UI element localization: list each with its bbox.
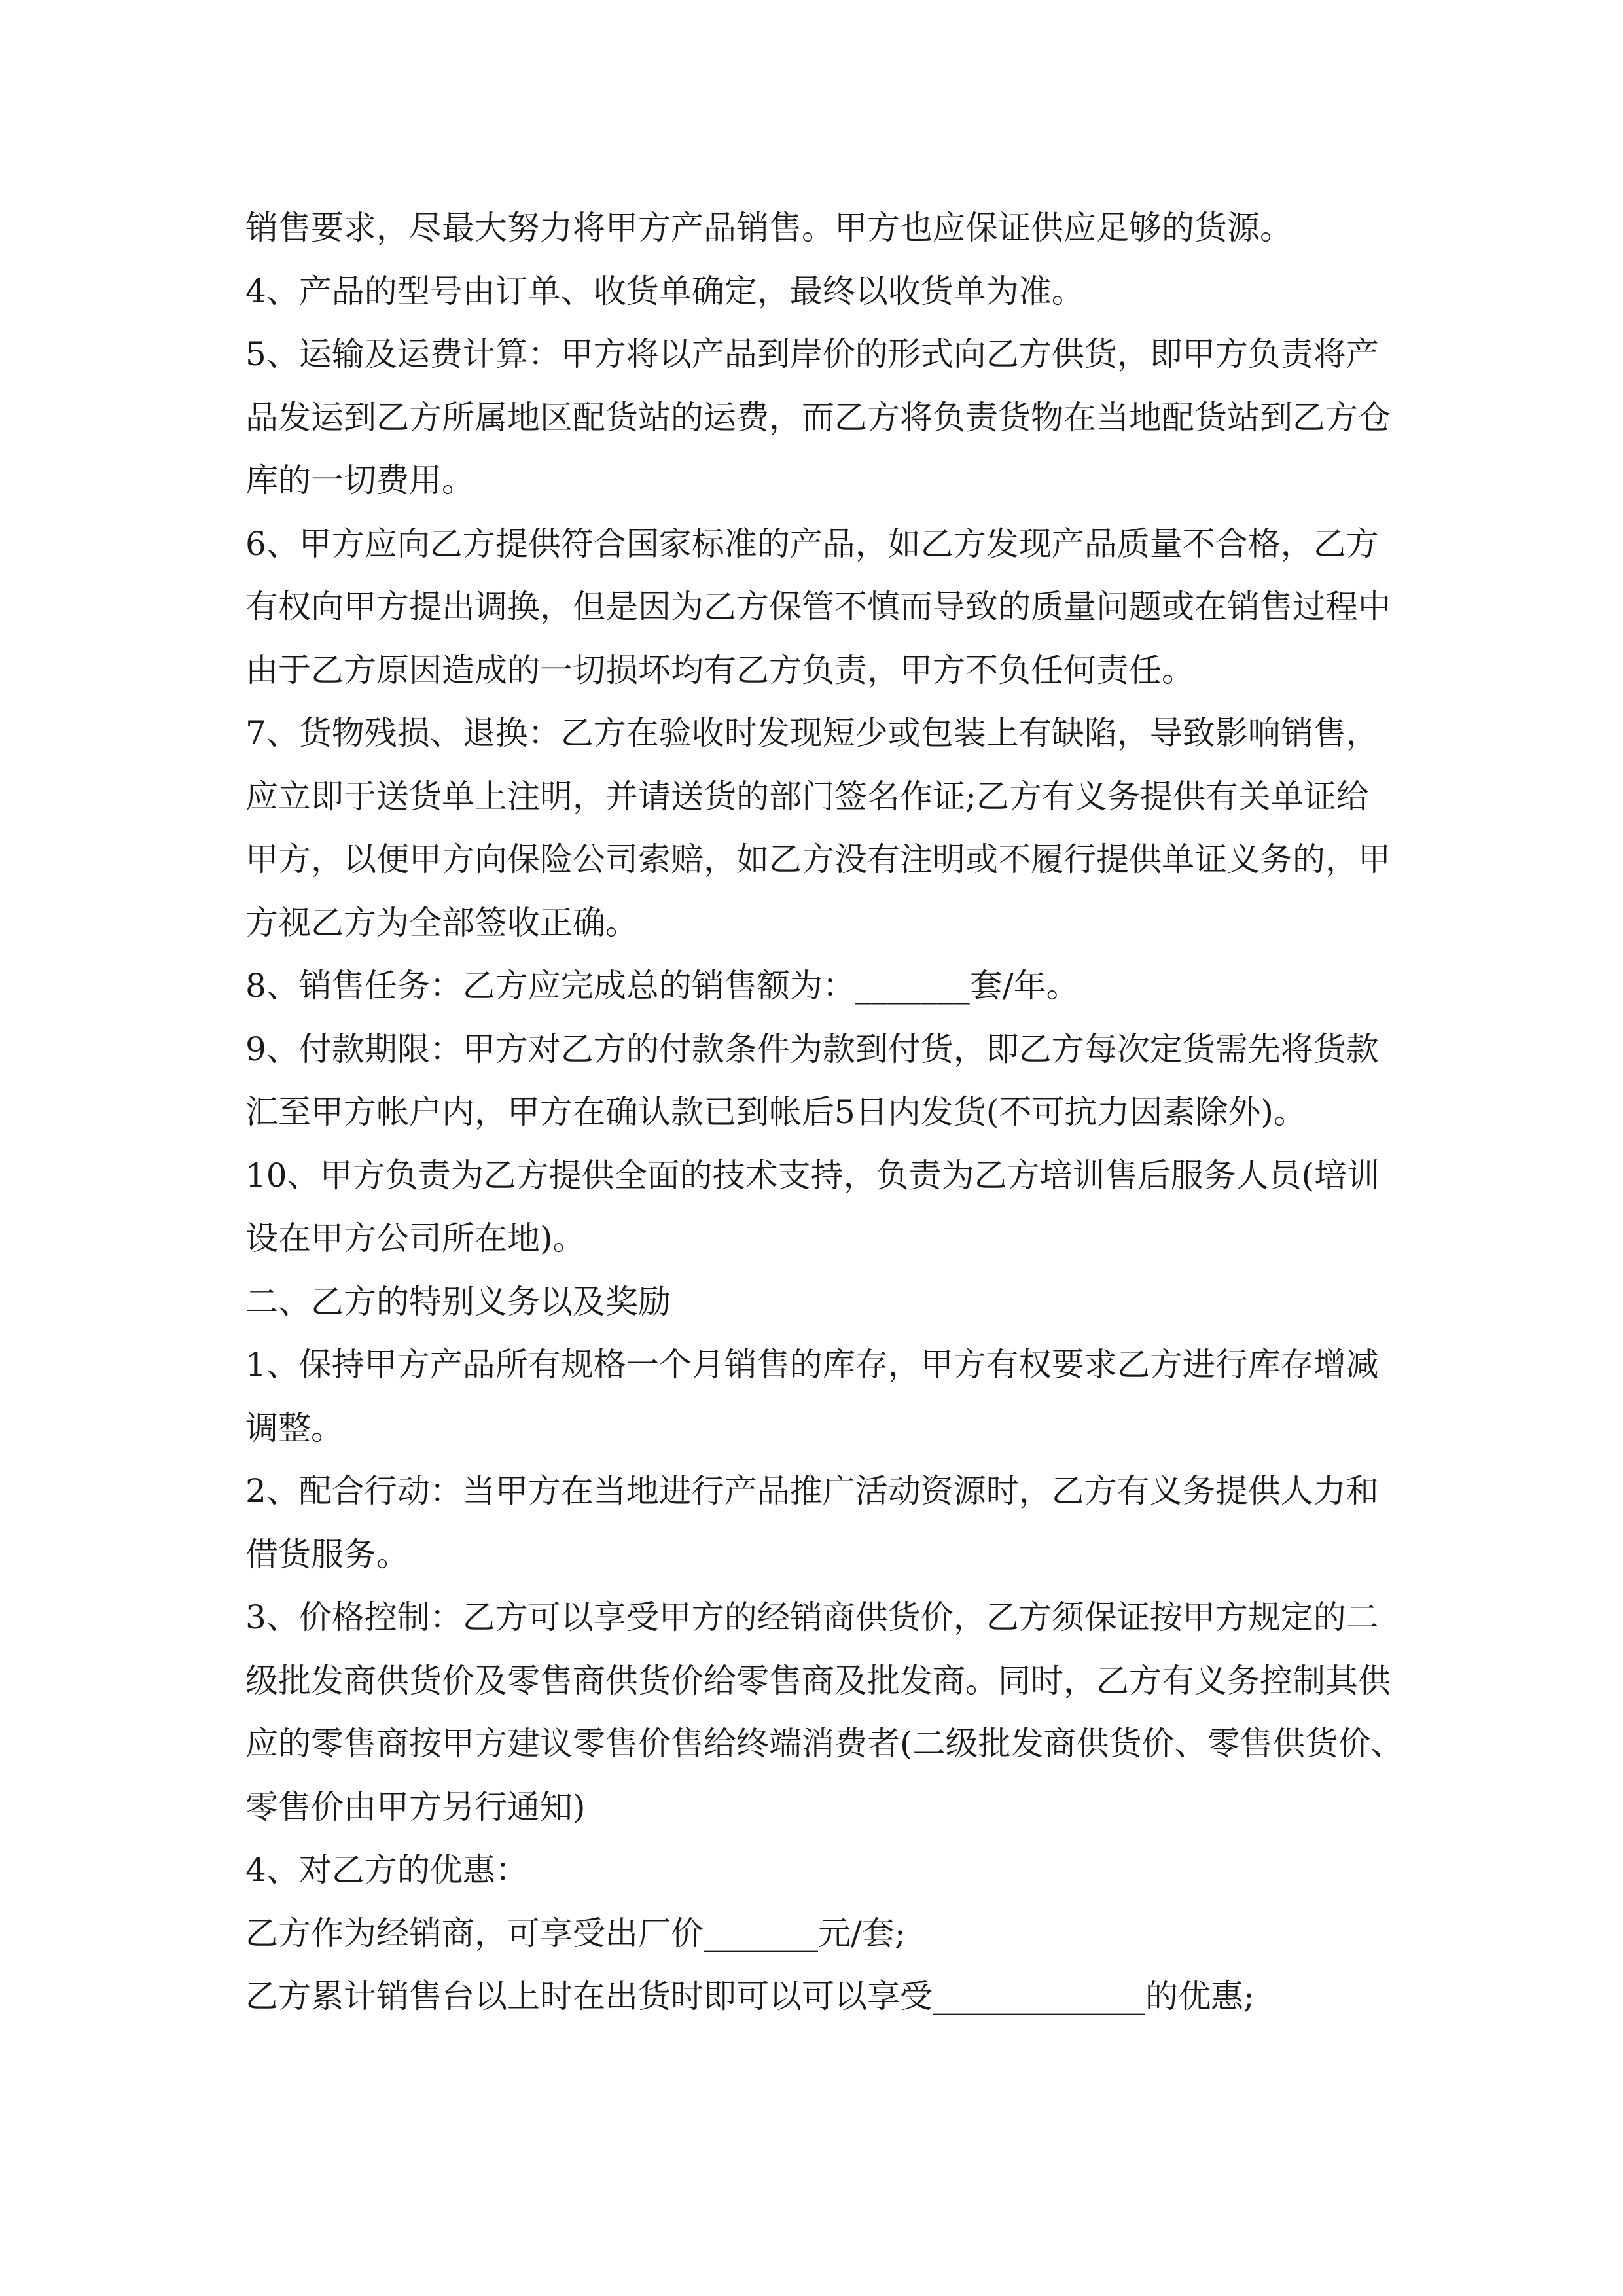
text-line: 调整。	[245, 1408, 344, 1447]
text-line: 10、甲方负责为乙方提供全面的技术支持，负责为乙方培训售后服务人员(培训	[245, 1156, 1380, 1194]
text-line: 甲方，以便甲方向保险公司索赔，如乙方没有注明或不履行提供单证义务的，甲	[245, 840, 1391, 878]
text-line: 7、货物残损、退换：乙方在验收时发现短少或包装上有缺陷，导致影响销售，	[245, 714, 1379, 752]
text-line: 1、保持甲方产品所有规格一个月销售的库存，甲方有权要求乙方进行库存增减	[245, 1346, 1379, 1384]
text-line: 5、运输及运费计算：甲方将以产品到岸价的形式向乙方供货，即甲方负责将产	[245, 335, 1379, 373]
text-line: 乙方作为经销商，可享受出厂价_______元/套;	[245, 1914, 906, 1952]
text-line: 6、甲方应向乙方提供符合国家标准的产品，如乙方发现产品质量不合格，乙方	[245, 524, 1379, 563]
text-line: 设在甲方公司所在地)。	[245, 1219, 586, 1257]
text-line: 零售价由甲方另行通知)	[245, 1787, 586, 1826]
text-line: 4、对乙方的优惠：	[245, 1851, 528, 1889]
text-line: 2、配合行动：当甲方在当地进行产品推广活动资源时，乙方有义务提供人力和	[245, 1472, 1379, 1510]
text-line: 借货服务。	[245, 1535, 409, 1573]
document-body	[245, 196, 1404, 2028]
text-line: 库的一切费用。	[245, 461, 474, 499]
text-line: 汇至甲方帐户内，甲方在确认款已到帐后5日内发货(不可抗力因素除外)。	[245, 1093, 1306, 1131]
text-line: 4、产品的型号由订单、收货单确定，最终以收货单为准。	[245, 272, 1084, 310]
text-line: 方视乙方为全部签收正确。	[245, 903, 638, 942]
text-line: 由于乙方原因造成的一切损坏均有乙方负责，甲方不负任何责任。	[245, 651, 1194, 689]
text-line: 8、销售任务：乙方应完成总的销售额为：_______套/年。	[245, 967, 1079, 1005]
text-line: 销售要求，尽最大努力将甲方产品销售。甲方也应保证供应足够的货源。	[245, 209, 1293, 247]
text-line: 有权向甲方提出调换，但是因为乙方保管不慎而导致的质量问题或在销售过程中	[245, 588, 1391, 626]
text-line: 应立即于送货单上注明，并请送货的部门签名作证;乙方有义务提供有关单证给	[245, 777, 1369, 816]
text-line: 3、价格控制：乙方可以享受甲方的经销商供货价，乙方须保证按甲方规定的二	[245, 1598, 1379, 1636]
section-heading: 二、乙方的特别义务以及奖励	[245, 1282, 671, 1321]
text-line: 级批发商供货价及零售商供货价给零售商及批发商。同时，乙方有义务控制其供	[245, 1661, 1391, 1700]
text-line: 品发运到乙方所属地区配货站的运费，而乙方将负责货物在当地配货站到乙方仓	[245, 398, 1391, 437]
text-line: 9、付款期限：甲方对乙方的付款条件为款到付货，即乙方每次定货需先将货款	[245, 1030, 1379, 1068]
text-line: 应的零售商按甲方建议零售价售给终端消费者(二级批发商供货价、零售供货价、	[245, 1725, 1404, 1763]
text-line: 乙方累计销售台以上时在出货时即可以可以享受_____________的优惠;	[245, 1977, 1255, 2015]
